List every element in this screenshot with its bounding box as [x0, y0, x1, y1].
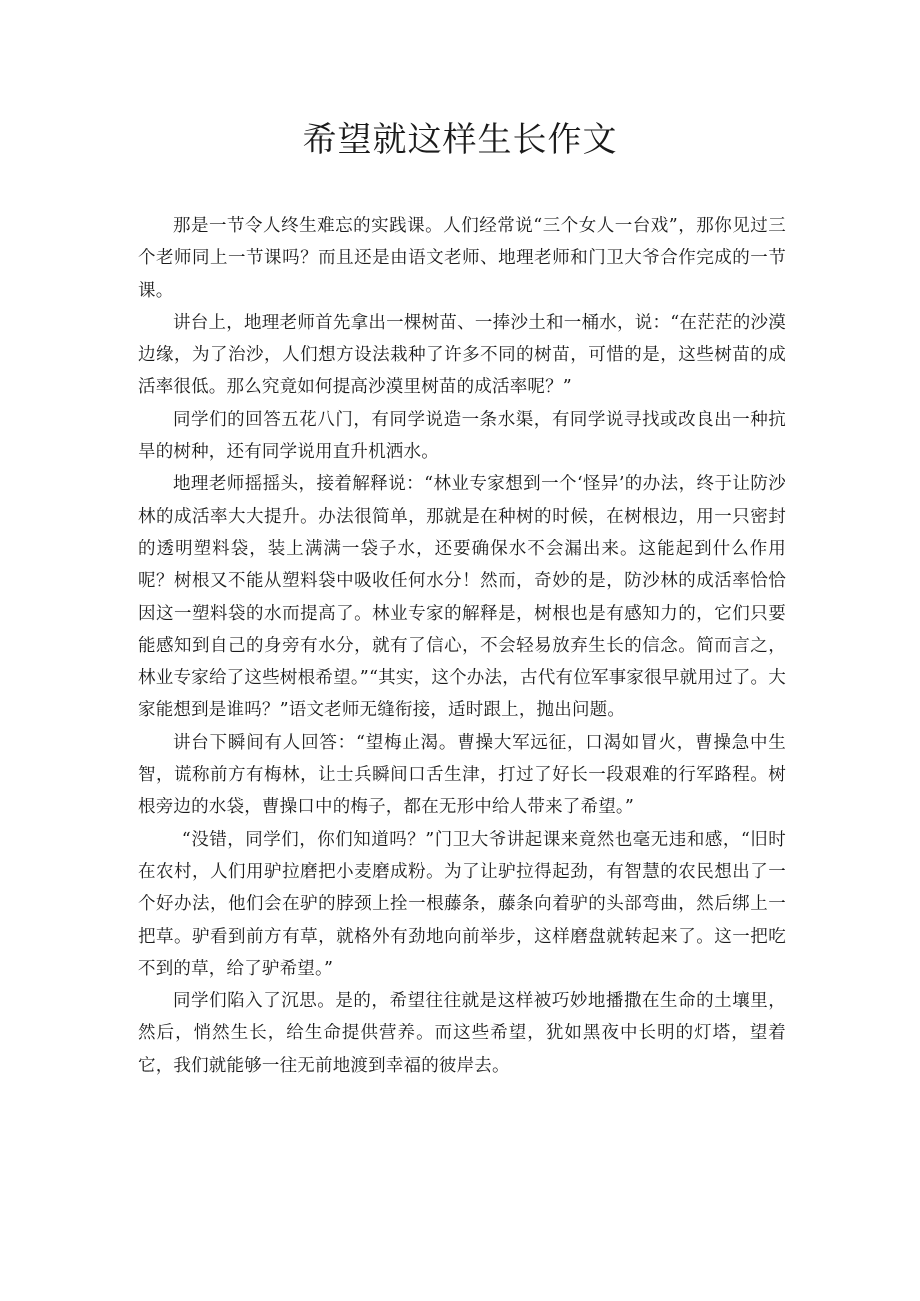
paragraph-5: 讲台下瞬间有人回答：“望梅止渴。曹操大军远征，口渴如冒火，曹操急中生智，谎称前方有梅林，让士兵瞬间口舌生津，打过了好长一段艰难的行军路程。树根旁边的水袋，曹操口中的梅子，都在无形中给人带来了希望。” [138, 732, 786, 818]
paragraph-3: 同学们的回答五花八门，有同学说造一条水渠，有同学说寻找或改良出一种抗旱的树种，还有同学说用直升机洒水。 [138, 409, 786, 463]
paragraph-6: “没错，同学们，你们知道吗？”门卫大爷讲起课来竟然也毫无违和感，“旧时在农村，人们用驴拉磨把小麦磨成粉。为了让驴拉得起劲，有智慧的农民想出了一个好办法，他们会在驴的脖颈上拴一根藤条，藤条向着驴的头部弯曲，然后绑上一把草。驴看到前方有草，就格外有劲地向前举步，这样磨盘就转起来了。这一把吃不到的草，给了驴希望。” [138, 829, 786, 979]
document-title: 希望就这样生长作文 [302, 120, 618, 160]
document-body [138, 210, 786, 1082]
paragraph-2: 讲台上，地理老师首先拿出一棵树苗、一捧沙土和一桶水，说：“在茫茫的沙漠边缘，为了治沙，人们想方设法栽种了许多不同的树苗，可惜的是，这些树苗的成活率很低。那么究竟如何提高沙漠里树苗的成活率呢？” [138, 312, 786, 398]
paragraph-4: 地理老师摇摇头，接着解释说：“林业专家想到一个‘怪异’的办法，终于让防沙林的成活率大大提升。办法很简单，那就是在种树的时候，在树根边，用一只密封的透明塑料袋，装上满满一袋子水，还要确保水不会漏出来。这能起到什么作用呢？树根又不能从塑料袋中吸收任何水分！然而，奇妙的是，防沙林的成活率恰恰因这一塑料袋的水而提高了。林业专家的解释是，树根也是有感知力的，它们只要能感知到自己的身旁有水分，就有了信心，不会轻易放弃生长的信念。简而言之，林业专家给了这些树根希望。”“其实，这个办法，古代有位军事家很早就用过了。大家能想到是谁吗？”语文老师无缝衔接，适时跟上，抛出问题。 [138, 474, 786, 721]
paragraph-1: 那是一节令人终生难忘的实践课。人们经常说“三个女人一台戏”，那你见过三个老师同上一节课吗？而且还是由语文老师、地理老师和门卫大爷合作完成的一节课。 [138, 216, 786, 301]
paragraph-7: 同学们陷入了沉思。是的，希望往往就是这样被巧妙地播撒在生命的土壤里，然后，悄然生长，给生命提供营养。而这些希望，犹如黑夜中长明的灯塔，望着它，我们就能够一往无前地渡到幸福的彼岸去。 [138, 991, 786, 1076]
